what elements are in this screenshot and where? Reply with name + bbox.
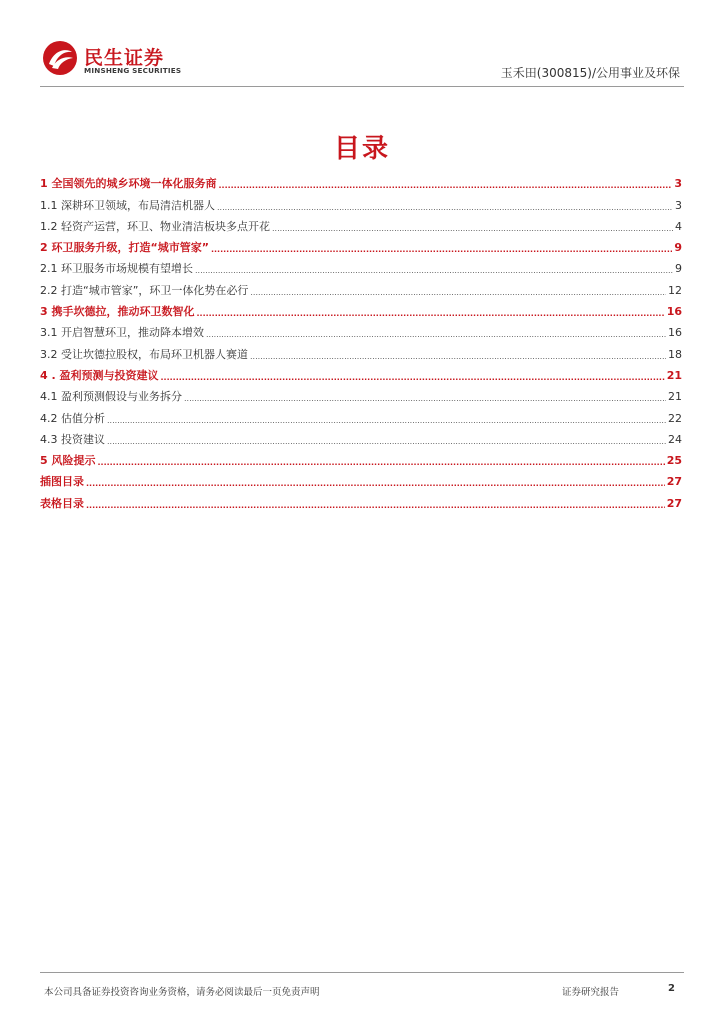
toc-leader-dots	[250, 288, 666, 298]
toc-entry-label: 4.2 估值分析	[40, 411, 105, 425]
toc-title: 目录	[333, 134, 390, 164]
toc-entry[interactable]	[40, 193, 682, 214]
logo-chinese-name: 民生证券	[84, 47, 165, 69]
toc-entry[interactable]	[40, 449, 682, 470]
toc-entry[interactable]	[40, 300, 682, 321]
toc-entry-page: 16	[668, 326, 682, 340]
toc-entry[interactable]	[40, 428, 682, 449]
toc-leader-dots	[272, 224, 673, 234]
toc-entry-label: 2.1 环卫服务市场规模有望增长	[40, 262, 193, 276]
toc-entry-label: 2.2 打造“城市管家”，环卫一体化势在必行	[40, 283, 249, 297]
toc-entry[interactable]	[40, 470, 682, 491]
footer-disclaimer: 本公司具备证券投资咨询业务资格，请务必阅读最后一页免责声明	[44, 987, 320, 998]
toc-leader-dots	[107, 437, 666, 447]
toc-leader-dots	[161, 373, 665, 383]
toc-entry[interactable]	[40, 321, 682, 342]
toc-entry-label: 4.1 盈利预测假设与业务拆分	[40, 390, 182, 404]
toc-entry-label: 4 . 盈利预测与投资建议	[40, 368, 159, 382]
toc-entry-page: 12	[668, 283, 682, 297]
toc-entry[interactable]	[40, 385, 682, 406]
minsheng-logo-icon	[42, 40, 78, 76]
toc-entry-label: 1.2 轻资产运营，环卫、物业清洁板块多点开花	[40, 219, 270, 233]
header-divider	[40, 86, 684, 87]
toc-leader-dots	[86, 501, 665, 511]
toc-entry-page: 4	[675, 219, 682, 233]
toc-entry[interactable]	[40, 342, 682, 363]
toc-leader-dots	[184, 394, 666, 404]
toc-entry-label: 3.1 开启智慧环卫，推动降本增效	[40, 326, 204, 340]
toc-entry-page: 16	[666, 305, 682, 319]
company-logo	[40, 40, 200, 80]
toc-entry-page: 3	[675, 198, 682, 212]
toc-entry-label: 3.2 受让坎德拉股权，布局环卫机器人赛道	[40, 347, 248, 361]
toc-entry-page: 3	[674, 177, 682, 191]
toc-entry[interactable]	[40, 364, 682, 385]
toc-entry[interactable]	[40, 236, 682, 257]
toc-leader-dots	[196, 309, 664, 319]
toc-leader-dots	[250, 352, 666, 362]
toc-leader-dots	[195, 266, 673, 276]
toc-leader-dots	[206, 330, 666, 340]
toc-leader-dots	[217, 203, 673, 213]
toc-entry-label: 4.3 投资建议	[40, 432, 105, 446]
toc-entry[interactable]	[40, 172, 682, 193]
toc-entry[interactable]	[40, 406, 682, 427]
toc-entry[interactable]	[40, 491, 682, 512]
footer-page-number: 2	[668, 983, 675, 994]
toc-entry-page: 25	[666, 454, 682, 468]
footer-report-type: 证券研究报告	[562, 987, 620, 998]
logo-english-name: MINSHENG SECURITIES	[84, 66, 182, 75]
toc-entry-label: 1.1 深耕环卫领域，布局清洁机器人	[40, 198, 215, 212]
toc-entry-page: 27	[666, 496, 682, 510]
toc-leader-dots	[86, 479, 665, 489]
toc-entry[interactable]	[40, 278, 682, 299]
toc-leader-dots	[107, 416, 666, 426]
table-of-contents	[40, 172, 682, 513]
footer-divider	[40, 972, 684, 973]
toc-entry-label: 1 全国领先的城乡环境一体化服务商	[40, 177, 217, 191]
toc-entry-label: 3 携手坎德拉，推动环卫数智化	[40, 305, 195, 319]
toc-entry-page: 27	[666, 475, 682, 489]
toc-entry-label: 表格目录	[40, 496, 84, 510]
toc-entry[interactable]	[40, 215, 682, 236]
toc-leader-dots	[218, 181, 672, 191]
toc-entry-page: 21	[666, 368, 682, 382]
toc-entry-label: 插图目录	[40, 475, 84, 489]
toc-entry-page: 24	[668, 432, 682, 446]
toc-entry-label: 5 风险提示	[40, 454, 96, 468]
toc-leader-dots	[211, 245, 672, 255]
toc-entry[interactable]	[40, 257, 682, 278]
header-stock-info: 玉禾田(300815)/公用事业及环保	[500, 66, 680, 80]
toc-entry-page: 21	[668, 390, 682, 404]
toc-leader-dots	[97, 458, 664, 468]
toc-entry-page: 9	[675, 262, 682, 276]
toc-entry-label: 2 环卫服务升级，打造“城市管家”	[40, 241, 209, 255]
page-header	[40, 40, 684, 84]
toc-entry-page: 9	[674, 241, 682, 255]
toc-entry-page: 18	[668, 347, 682, 361]
toc-entry-page: 22	[668, 411, 682, 425]
